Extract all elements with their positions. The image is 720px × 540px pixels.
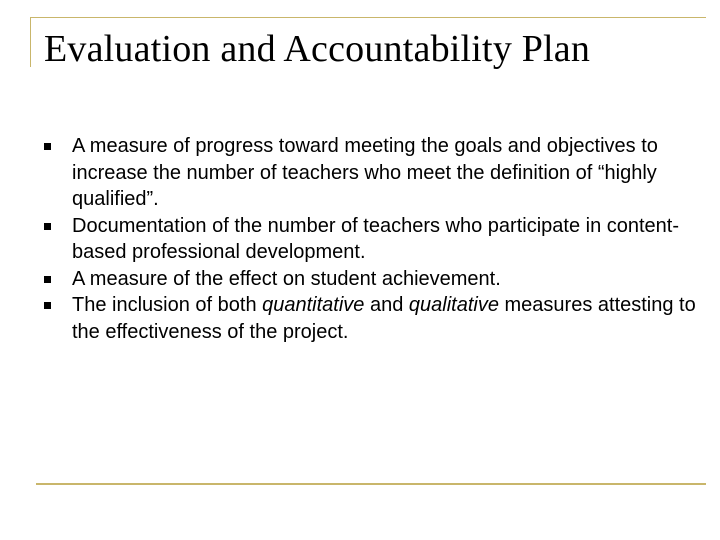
bullet-item [44,292,704,345]
bullet-item [44,213,704,266]
top-divider [30,17,706,18]
slide-title: Evaluation and Accountability Plan [44,28,591,70]
square-bullet-icon [44,276,51,283]
bullet-text: A measure of progress toward meeting the goals and objectives to increase the number of teachers who meet the definition of “highly qualified”. [72,135,658,210]
square-bullet-icon [44,302,51,309]
bullet-text: A measure of the effect on student achievement. [72,267,501,290]
bullet-text-segment: The inclusion of both [72,294,263,316]
bottom-divider [36,483,706,485]
bullet-item [44,133,704,213]
bullet-text: Documentation of the number of teachers who participate in content-based professional development. [72,214,680,263]
emphasis-quantitative: quantitative [262,294,365,316]
square-bullet-icon [44,223,51,230]
left-divider [30,17,31,67]
bullet-text-segment: measures attesting to the effectiveness of the project. [72,294,696,343]
square-bullet-icon [44,143,51,150]
bullet-text-segment: and [364,294,409,316]
emphasis-qualitative: qualitative [408,294,499,316]
bullet-item [44,266,704,293]
bullet-text [72,294,696,343]
bullet-list [44,133,704,345]
